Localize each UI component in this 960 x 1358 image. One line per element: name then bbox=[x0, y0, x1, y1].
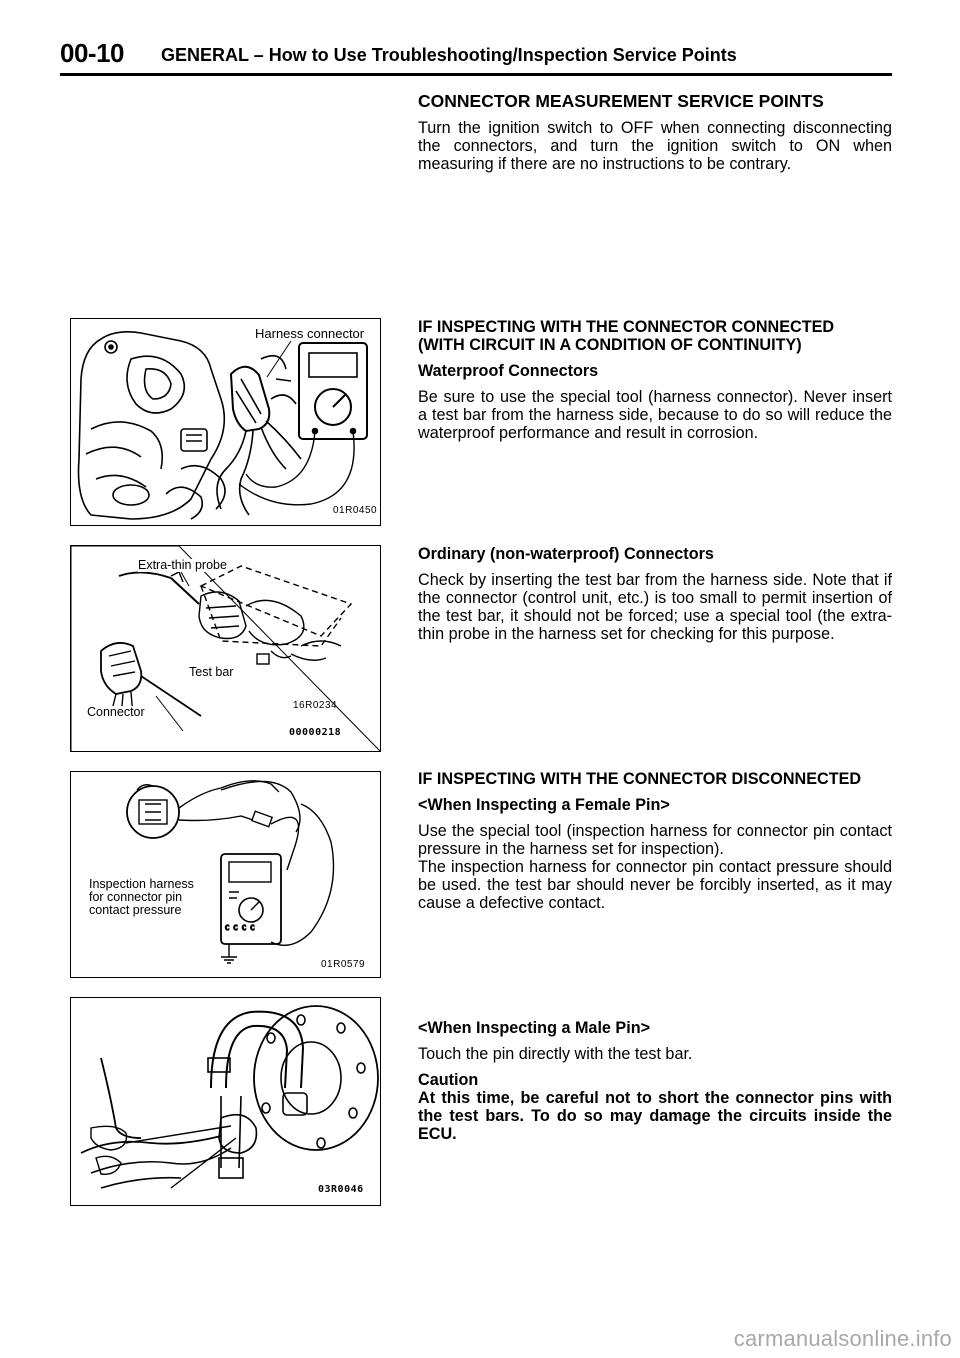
engine-harness-illustration bbox=[71, 319, 380, 525]
section-body: Turn the ignition switch to OFF when connecting disconnecting the connectors, and turn the ignition switch to ON when measuring if there are no instructions to be contrary. bbox=[418, 119, 892, 173]
figure-male-pin-inspection bbox=[70, 997, 381, 1206]
disconnected-heading: IF INSPECTING WITH THE CONNECTOR DISCONNECTED bbox=[418, 770, 862, 788]
figure-code-a: 16R0234 bbox=[293, 700, 338, 711]
female-pin-heading: <When Inspecting a Female Pin> bbox=[418, 796, 670, 814]
section-male-pin bbox=[418, 1019, 892, 1143]
ordinary-heading: Ordinary (non-waterproof) Connectors bbox=[418, 545, 714, 563]
section-heading-line2: (WITH CIRCUIT IN A CONDITION OF CONTINUITY) bbox=[418, 336, 802, 354]
female-pin-body-2: The inspection harness for connector pin contact pressure should be used. the test bar should never be forcibly inserted, as it may cause a defective contact. bbox=[418, 858, 892, 912]
caution-body: At this time, be careful not to short the connector pins with the test bars. To do so may damage the circuits inside the ECU. bbox=[418, 1089, 892, 1143]
inspection-harness-illustration bbox=[71, 772, 380, 977]
figure-code: 01R0579 bbox=[321, 959, 366, 970]
probe-illustration bbox=[71, 546, 380, 751]
caution-label: Caution bbox=[418, 1071, 479, 1089]
page-number: 00-10 bbox=[60, 38, 124, 68]
label-inspection-harness-3: contact pressure bbox=[89, 903, 182, 917]
label-test-bar: Test bar bbox=[189, 665, 234, 679]
svg-text:C C C C: C C C C bbox=[225, 924, 255, 932]
label-extra-thin-probe: Extra-thin probe bbox=[138, 558, 227, 572]
figure-code: 01R0450 bbox=[333, 505, 378, 516]
footer-watermark: carmanualsonline.info bbox=[733, 1326, 952, 1351]
label-inspection-harness-1: Inspection harness bbox=[89, 877, 194, 891]
label-harness-connector: Harness connector bbox=[255, 326, 365, 341]
page-title: GENERAL – How to Use Troubleshooting/Inspection Service Points bbox=[161, 45, 737, 65]
header-divider bbox=[60, 73, 892, 76]
ordinary-body: Check by inserting the test bar from the harness side. Note that if the connector (control unit, etc.) is too small to permit insertion of the test bar, it should not be forced; use a special tool (the extra-thin probe in the harness set for checking for this purpose. bbox=[418, 571, 892, 643]
waterproof-body: Be sure to use the special tool (harness connector). Never insert a test bar from the harness side, because to do so will reduce the waterproof performance and result in corrosion. bbox=[418, 388, 892, 442]
male-pin-body: Touch the pin directly with the test bar. bbox=[418, 1045, 693, 1063]
section-connector-connected bbox=[418, 318, 892, 442]
male-pin-heading: <When Inspecting a Male Pin> bbox=[418, 1019, 651, 1037]
male-pin-illustration bbox=[71, 998, 380, 1205]
waterproof-heading: Waterproof Connectors bbox=[418, 362, 599, 380]
section-heading-line1: IF INSPECTING WITH THE CONNECTOR CONNECTED bbox=[418, 318, 835, 336]
figure-extra-thin-probe bbox=[70, 545, 381, 752]
figure-code-b: 00000218 bbox=[289, 727, 342, 738]
section-connector-disconnected bbox=[418, 770, 892, 912]
figure-code: 03R0046 bbox=[318, 1184, 364, 1195]
label-inspection-harness-2: for connector pin bbox=[89, 890, 183, 904]
figure-harness-connector bbox=[70, 318, 381, 526]
label-connector: Connector bbox=[87, 705, 145, 719]
female-pin-body-1: Use the special tool (inspection harness for connector pin contact pressure in the harness set for inspection). bbox=[418, 822, 892, 858]
figure-inspection-harness bbox=[70, 771, 381, 978]
section-connector-measurement bbox=[418, 92, 892, 173]
section-ordinary-connectors bbox=[418, 545, 892, 643]
section-heading: CONNECTOR MEASUREMENT SERVICE POINTS bbox=[418, 91, 824, 111]
